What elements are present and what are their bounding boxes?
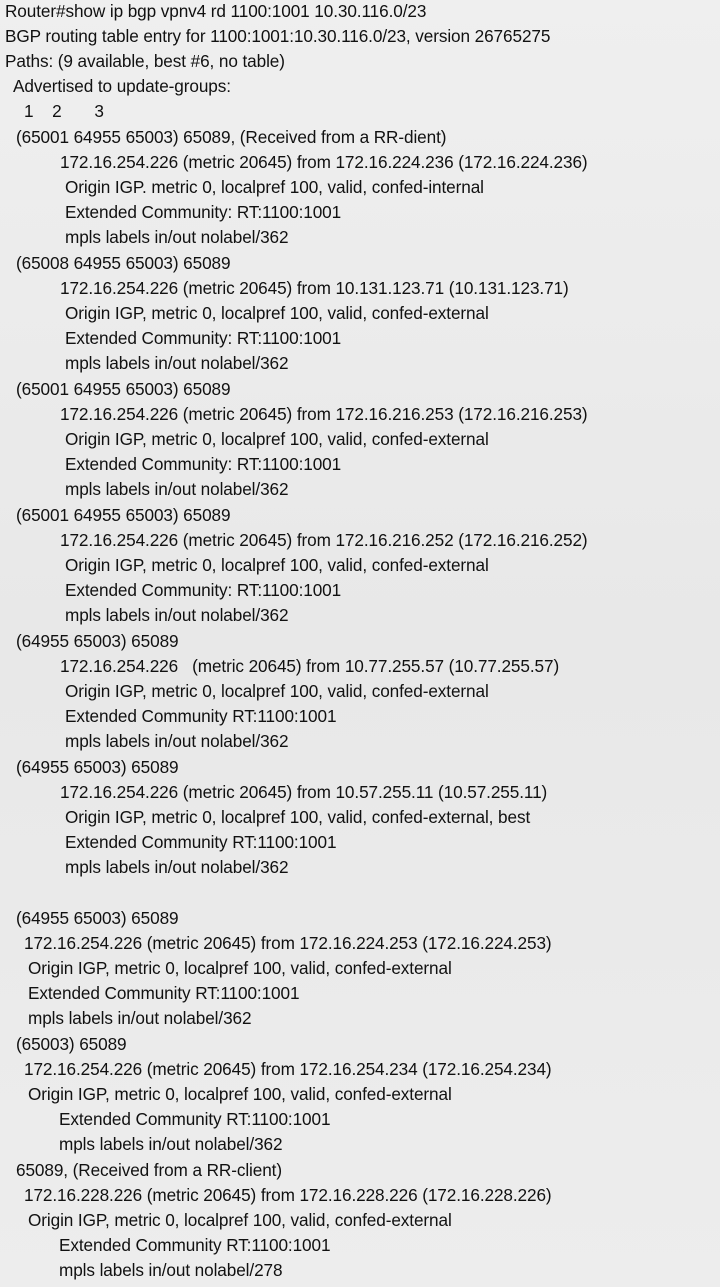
- path-as-line: (65003) 65089: [16, 1034, 127, 1054]
- path-labels-line: mpls labels in/out nolabel/362: [65, 731, 289, 751]
- path-nexthop-line: 172.16.254.226 (metric 20645) from 10.57.255.11 (10.57.255.11): [60, 782, 548, 802]
- path-origin-line: Origin IGP, metric 0, localpref 100, valid, confed-external: [65, 429, 489, 449]
- path-labels-line: mpls labels in/out nolabel/362: [65, 353, 289, 373]
- path-nexthop-line: 172.16.254.226 (metric 20645) from 10.77.255.57 (10.77.255.57): [60, 656, 560, 676]
- path-labels-line: mpls labels in/out nolabel/362: [65, 227, 289, 247]
- path-origin-line: Origin IGP. metric 0, localpref 100, valid, confed-internal: [65, 177, 484, 197]
- path-labels-line: mpls labels in/out nolabel/362: [65, 857, 289, 877]
- path-labels-line: mpls labels in/out nolabel/362: [28, 1008, 252, 1028]
- routing-entry-header: BGP routing table entry for 1100:1001:10.30.116.0/23, version 26765275: [5, 26, 551, 46]
- path-community-line: Extended Community RT:1100:1001: [28, 983, 300, 1003]
- path-origin-line-best: Origin IGP, metric 0, localpref 100, valid, confed-external, best: [65, 807, 531, 827]
- path-as-line: (65001 64955 65003) 65089: [16, 505, 231, 525]
- path-origin-line: Origin IGP, metric 0, localpref 100, valid, confed-external: [28, 958, 452, 978]
- path-labels-line: mpls labels in/out nolabel/362: [65, 605, 289, 625]
- path-community-line: Extended Community: RT:1100:1001: [65, 202, 342, 222]
- path-labels-line: mpls labels in/out nolabel/278: [59, 1260, 283, 1280]
- path-community-line: Extended Community: RT:1100:1001: [65, 580, 342, 600]
- path-origin-line: Origin IGP, metric 0, localpref 100, valid, confed-external: [65, 303, 489, 323]
- path-community-line: Extended Community: RT:1100:1001: [65, 454, 342, 474]
- path-origin-line: Origin IGP, metric 0, localpref 100, valid, confed-external: [65, 681, 489, 701]
- path-community-line: Extended Community RT:1100:1001: [65, 706, 337, 726]
- path-nexthop-line: 172.16.228.226 (metric 20645) from 172.16.228.226 (172.16.228.226): [24, 1185, 552, 1205]
- path-nexthop-line: 172.16.254.226 (metric 20645) from 172.16.254.234 (172.16.254.234): [24, 1059, 552, 1079]
- path-labels-line: mpls labels in/out nolabel/362: [65, 479, 289, 499]
- path-origin-line: Origin IGP, metric 0, localpref 100, valid, confed-external: [28, 1210, 452, 1230]
- path-nexthop-line: 172.16.254.226 (metric 20645) from 172.16.216.252 (172.16.216.252): [60, 530, 588, 550]
- path-as-line: (65008 64955 65003) 65089: [16, 253, 231, 273]
- path-as-line: 65089, (Received from a RR-client): [16, 1160, 282, 1180]
- path-nexthop-line: 172.16.254.226 (metric 20645) from 172.16.216.253 (172.16.216.253): [60, 404, 588, 424]
- path-nexthop-line: 172.16.254.226 (metric 20645) from 172.16.224.236 (172.16.224.236): [60, 152, 588, 172]
- path-community-line: Extended Community: RT:1100:1001: [65, 328, 342, 348]
- path-nexthop-line: 172.16.254.226 (metric 20645) from 10.131.123.71 (10.131.123.71): [60, 278, 569, 298]
- path-community-line: Extended Community RT:1100:1001: [59, 1109, 331, 1129]
- advertised-line: Advertised to update-groups:: [13, 76, 231, 96]
- path-as-line: (64955 65003) 65089: [16, 757, 179, 777]
- path-nexthop-line: 172.16.254.226 (metric 20645) from 172.16.224.253 (172.16.224.253): [24, 933, 552, 953]
- path-as-line: (65001 64955 65003) 65089: [16, 379, 231, 399]
- paths-summary: Paths: (9 available, best #6, no table): [5, 51, 285, 71]
- path-labels-line: mpls labels in/out nolabel/362: [59, 1134, 283, 1154]
- path-origin-line: Origin IGP, metric 0, localpref 100, valid, confed-external: [28, 1084, 452, 1104]
- command-line: Router#show ip bgp vpnv4 rd 1100:1001 10.30.116.0/23: [5, 1, 427, 21]
- path-as-line: (64955 65003) 65089: [16, 631, 179, 651]
- path-community-line: Extended Community RT:1100:1001: [65, 832, 337, 852]
- update-groups-line: 1 2 3: [24, 101, 104, 121]
- path-as-line: (65001 64955 65003) 65089, (Received from a RR-dient): [16, 127, 447, 147]
- path-community-line: Extended Community RT:1100:1001: [59, 1235, 331, 1255]
- path-origin-line: Origin IGP, metric 0, localpref 100, valid, confed-external: [65, 555, 489, 575]
- path-as-line: (64955 65003) 65089: [16, 908, 179, 928]
